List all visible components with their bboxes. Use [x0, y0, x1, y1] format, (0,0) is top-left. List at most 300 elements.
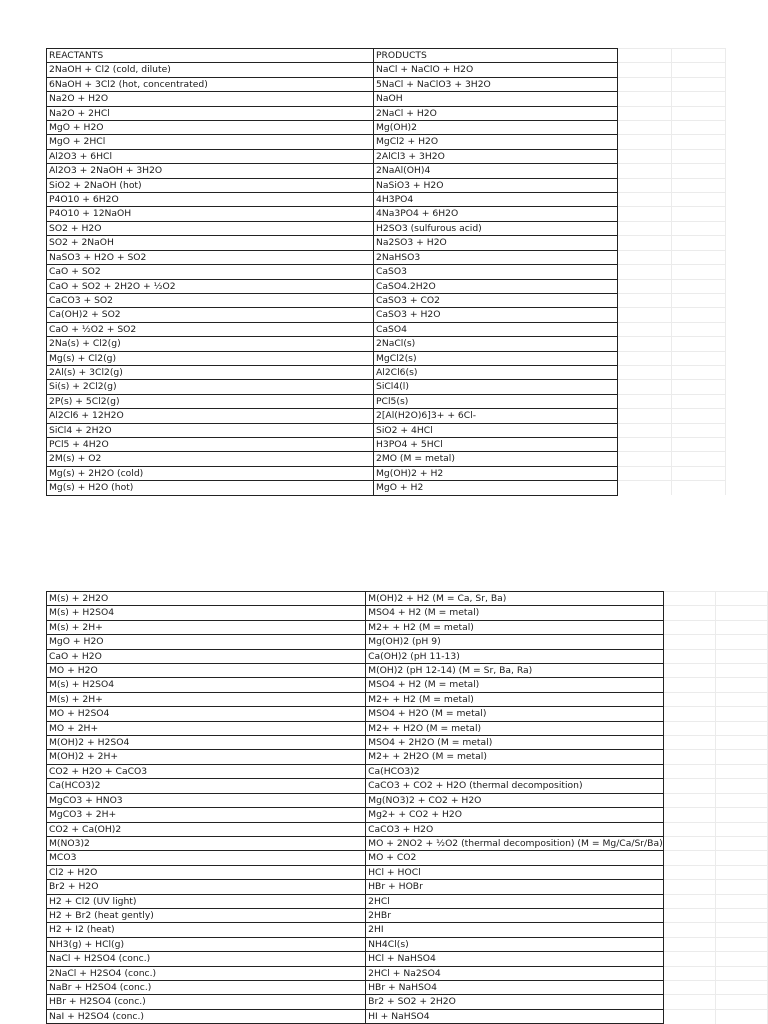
table-row [47, 937, 768, 951]
table-row [47, 606, 768, 620]
table-row [47, 193, 726, 207]
table-row [47, 149, 726, 163]
empty-cell[interactable] [663, 678, 715, 692]
empty-cell[interactable] [715, 649, 767, 663]
empty-cell[interactable] [663, 779, 715, 793]
products-cell[interactable]: SiO2 + 4HCl [374, 423, 618, 437]
empty-cell[interactable] [715, 620, 767, 634]
empty-cell[interactable] [663, 851, 715, 865]
empty-cell[interactable] [618, 178, 672, 192]
empty-cell[interactable] [618, 279, 672, 293]
empty-cell[interactable] [663, 995, 715, 1009]
reactants-cell[interactable]: H2 + I2 (heat) [47, 923, 366, 937]
reactants-cell[interactable]: M(s) + 2H2O [47, 592, 366, 606]
empty-cell[interactable] [618, 207, 672, 221]
empty-cell[interactable] [715, 865, 767, 879]
empty-cell[interactable] [663, 808, 715, 822]
table-row [47, 880, 768, 894]
products-cell[interactable]: 2HI [366, 923, 664, 937]
table-row [47, 322, 726, 336]
reactants-cell[interactable]: Al2O3 + 6HCl [47, 149, 374, 163]
empty-cell[interactable] [663, 1009, 715, 1023]
empty-cell[interactable] [672, 193, 726, 207]
empty-cell[interactable] [672, 63, 726, 77]
empty-cell[interactable] [715, 822, 767, 836]
table-row [47, 135, 726, 149]
reactants-cell[interactable]: MO + H2SO4 [47, 707, 366, 721]
products-cell[interactable]: M2+ + H2 (M = metal) [366, 620, 664, 634]
table-row [47, 423, 726, 437]
reactants-cell[interactable]: SiO2 + 2NaOH (hot) [47, 178, 374, 192]
empty-cell[interactable] [715, 894, 767, 908]
table-row [47, 952, 768, 966]
products-cell[interactable]: CaSO4.2H2O [374, 279, 618, 293]
products-cell[interactable]: MgCl2(s) [374, 351, 618, 365]
empty-cell[interactable] [672, 423, 726, 437]
empty-cell[interactable] [715, 1009, 767, 1023]
empty-cell[interactable] [618, 77, 672, 91]
reactants-cell[interactable]: MgO + H2O [47, 635, 366, 649]
reactants-cell[interactable]: SO2 + H2O [47, 221, 374, 235]
reactants-cell[interactable]: REACTANTS [47, 49, 374, 63]
empty-cell[interactable] [715, 980, 767, 994]
empty-cell[interactable] [663, 764, 715, 778]
empty-cell[interactable] [672, 121, 726, 135]
table-row [47, 721, 768, 735]
empty-cell[interactable] [715, 635, 767, 649]
reactants-cell[interactable]: NaBr + H2SO4 (conc.) [47, 980, 366, 994]
empty-cell[interactable] [715, 779, 767, 793]
empty-cell[interactable] [715, 808, 767, 822]
empty-cell[interactable] [618, 293, 672, 307]
empty-cell[interactable] [672, 437, 726, 451]
reactants-cell[interactable]: 2M(s) + O2 [47, 452, 374, 466]
empty-cell[interactable] [715, 750, 767, 764]
empty-cell[interactable] [618, 409, 672, 423]
products-cell[interactable]: HBr + HOBr [366, 880, 664, 894]
empty-cell[interactable] [672, 164, 726, 178]
products-cell[interactable]: CaSO4 [374, 322, 618, 336]
reactants-cell[interactable]: M(s) + H2SO4 [47, 678, 366, 692]
empty-cell[interactable] [663, 750, 715, 764]
table-row [47, 678, 768, 692]
table-row [47, 908, 768, 922]
table-row [47, 1009, 768, 1023]
empty-cell[interactable] [672, 149, 726, 163]
empty-cell[interactable] [672, 380, 726, 394]
empty-cell[interactable] [663, 980, 715, 994]
empty-cell[interactable] [663, 736, 715, 750]
reactants-cell[interactable]: P4O10 + 6H2O [47, 193, 374, 207]
empty-cell[interactable] [663, 664, 715, 678]
empty-cell[interactable] [618, 92, 672, 106]
empty-cell[interactable] [672, 250, 726, 264]
reactants-cell[interactable]: CaO + SO2 + 2H2O + ½O2 [47, 279, 374, 293]
products-cell[interactable]: Mg(OH)2 [374, 121, 618, 135]
empty-cell[interactable] [663, 908, 715, 922]
reactants-cell[interactable]: 6NaOH + 3Cl2 (hot, concentrated) [47, 77, 374, 91]
products-cell[interactable]: 2[Al(H2O)6]3+ + 6Cl- [374, 409, 618, 423]
table-row [47, 736, 768, 750]
products-cell[interactable]: 2NaHSO3 [374, 250, 618, 264]
table-row [47, 308, 726, 322]
empty-cell[interactable] [672, 49, 726, 63]
reactants-cell[interactable]: Al2O3 + 2NaOH + 3H2O [47, 164, 374, 178]
empty-cell[interactable] [618, 337, 672, 351]
empty-cell[interactable] [672, 409, 726, 423]
table-row [47, 635, 768, 649]
reactants-cell[interactable]: MgO + 2HCl [47, 135, 374, 149]
products-cell[interactable]: MSO4 + H2 (M = metal) [366, 678, 664, 692]
empty-cell[interactable] [672, 135, 726, 149]
empty-cell[interactable] [618, 452, 672, 466]
empty-cell[interactable] [663, 894, 715, 908]
empty-cell[interactable] [618, 265, 672, 279]
products-cell[interactable]: 4H3PO4 [374, 193, 618, 207]
reactants-cell[interactable]: Na2O + H2O [47, 92, 374, 106]
reactants-cell[interactable]: CO2 + Ca(OH)2 [47, 822, 366, 836]
reactants-cell[interactable]: CO2 + H2O + CaCO3 [47, 764, 366, 778]
table-row [47, 337, 726, 351]
empty-cell[interactable] [672, 452, 726, 466]
reactants-cell[interactable]: Cl2 + H2O [47, 865, 366, 879]
products-cell[interactable]: NaOH [374, 92, 618, 106]
table-row [47, 779, 768, 793]
header-row [47, 49, 726, 63]
products-cell[interactable]: CaSO3 + H2O [374, 308, 618, 322]
empty-cell[interactable] [672, 92, 726, 106]
reactants-cell[interactable]: 2Al(s) + 3Cl2(g) [47, 365, 374, 379]
reactants-cell[interactable]: M(NO3)2 [47, 836, 366, 850]
table-row [47, 250, 726, 264]
empty-cell[interactable] [672, 322, 726, 336]
table-row [47, 750, 768, 764]
empty-cell[interactable] [618, 236, 672, 250]
table-row [47, 394, 726, 408]
table-row [47, 77, 726, 91]
table-row [47, 279, 726, 293]
products-cell[interactable]: Al2Cl6(s) [374, 365, 618, 379]
products-cell[interactable]: NH4Cl(s) [366, 937, 664, 951]
empty-cell[interactable] [715, 764, 767, 778]
reactants-cell[interactable]: Ca(OH)2 + SO2 [47, 308, 374, 322]
table-row [47, 836, 768, 850]
reactants-cell[interactable]: Na2O + 2HCl [47, 106, 374, 120]
empty-cell[interactable] [672, 221, 726, 235]
products-cell[interactable]: PRODUCTS [374, 49, 618, 63]
products-cell[interactable]: 2NaCl(s) [374, 337, 618, 351]
products-cell[interactable]: MSO4 + 2H2O (M = metal) [366, 736, 664, 750]
products-cell[interactable]: 2NaAl(OH)4 [374, 164, 618, 178]
products-cell[interactable]: Na2SO3 + H2O [374, 236, 618, 250]
empty-cell[interactable] [663, 822, 715, 836]
empty-cell[interactable] [715, 793, 767, 807]
products-cell[interactable]: M(OH)2 + H2 (M = Ca, Sr, Ba) [366, 592, 664, 606]
empty-cell[interactable] [618, 121, 672, 135]
empty-cell[interactable] [672, 365, 726, 379]
reactants-cell[interactable]: Ca(HCO3)2 [47, 779, 366, 793]
products-cell[interactable]: MgCl2 + H2O [374, 135, 618, 149]
reactants-cell[interactable]: MgCO3 + HNO3 [47, 793, 366, 807]
products-cell[interactable]: Mg2+ + CO2 + H2O [366, 808, 664, 822]
empty-cell[interactable] [618, 193, 672, 207]
products-cell[interactable]: MgO + H2 [374, 481, 618, 495]
products-cell[interactable]: PCl5(s) [374, 394, 618, 408]
empty-cell[interactable] [715, 721, 767, 735]
empty-cell[interactable] [715, 908, 767, 922]
empty-cell[interactable] [715, 995, 767, 1009]
empty-cell[interactable] [715, 736, 767, 750]
reactants-cell[interactable]: MgO + H2O [47, 121, 374, 135]
reactants-cell[interactable]: H2 + Cl2 (UV light) [47, 894, 366, 908]
empty-cell[interactable] [715, 851, 767, 865]
reactants-cell[interactable]: CaCO3 + SO2 [47, 293, 374, 307]
products-cell[interactable]: M2+ + H2 (M = metal) [366, 692, 664, 706]
empty-cell[interactable] [672, 337, 726, 351]
reactions-table-1 [46, 48, 726, 496]
table-row [47, 221, 726, 235]
reactants-cell[interactable]: HBr + H2SO4 (conc.) [47, 995, 366, 1009]
products-cell[interactable]: 2HCl + Na2SO4 [366, 966, 664, 980]
reactants-cell[interactable]: 2NaCl + H2SO4 (conc.) [47, 966, 366, 980]
reactants-cell[interactable]: P4O10 + 12NaOH [47, 207, 374, 221]
products-cell[interactable]: H3PO4 + 5HCl [374, 437, 618, 451]
reactants-cell[interactable]: M(s) + 2H+ [47, 620, 366, 634]
table-row [47, 121, 726, 135]
empty-cell[interactable] [663, 880, 715, 894]
empty-cell[interactable] [672, 207, 726, 221]
empty-cell[interactable] [618, 351, 672, 365]
products-cell[interactable]: 2HBr [366, 908, 664, 922]
reactants-cell[interactable]: 2Na(s) + Cl2(g) [47, 337, 374, 351]
products-cell[interactable]: CaCO3 + H2O [366, 822, 664, 836]
products-cell[interactable]: Mg(NO3)2 + CO2 + H2O [366, 793, 664, 807]
empty-cell[interactable] [672, 293, 726, 307]
empty-cell[interactable] [715, 678, 767, 692]
empty-cell[interactable] [618, 106, 672, 120]
reactants-cell[interactable]: MgCO3 + 2H+ [47, 808, 366, 822]
products-cell[interactable]: NaCl + NaClO + H2O [374, 63, 618, 77]
empty-cell[interactable] [672, 466, 726, 480]
reactants-cell[interactable]: Mg(s) + Cl2(g) [47, 351, 374, 365]
table-row [47, 894, 768, 908]
reactants-cell[interactable]: M(OH)2 + H2SO4 [47, 736, 366, 750]
empty-cell[interactable] [663, 952, 715, 966]
products-cell[interactable]: Ca(HCO3)2 [366, 764, 664, 778]
empty-cell[interactable] [618, 380, 672, 394]
table-row [47, 664, 768, 678]
empty-cell[interactable] [618, 481, 672, 495]
products-cell[interactable]: 2AlCl3 + 3H2O [374, 149, 618, 163]
products-cell[interactable]: 2HCl [366, 894, 664, 908]
products-cell[interactable]: MSO4 + H2O (M = metal) [366, 707, 664, 721]
table-row [47, 481, 726, 495]
table-row [47, 692, 768, 706]
reactants-cell[interactable]: NaCl + H2SO4 (conc.) [47, 952, 366, 966]
reactants-cell[interactable]: Br2 + H2O [47, 880, 366, 894]
empty-cell[interactable] [715, 966, 767, 980]
reactants-cell[interactable]: CaO + SO2 [47, 265, 374, 279]
table-row [47, 764, 768, 778]
empty-cell[interactable] [715, 592, 767, 606]
table-row [47, 995, 768, 1009]
empty-cell[interactable] [672, 351, 726, 365]
empty-cell[interactable] [618, 437, 672, 451]
reactants-cell[interactable]: MCO3 [47, 851, 366, 865]
empty-cell[interactable] [672, 106, 726, 120]
table-row [47, 649, 768, 663]
empty-cell[interactable] [618, 164, 672, 178]
table-row [47, 265, 726, 279]
empty-cell[interactable] [618, 135, 672, 149]
table-row [47, 236, 726, 250]
reactants-cell[interactable]: M(s) + 2H+ [47, 692, 366, 706]
products-cell[interactable]: NaSiO3 + H2O [374, 178, 618, 192]
products-cell[interactable]: M2+ + 2H2O (M = metal) [366, 750, 664, 764]
products-cell[interactable]: HCl + HOCl [366, 865, 664, 879]
empty-cell[interactable] [663, 721, 715, 735]
empty-cell[interactable] [663, 865, 715, 879]
empty-cell[interactable] [715, 937, 767, 951]
empty-cell[interactable] [715, 707, 767, 721]
reactants-cell[interactable]: SiCl4 + 2H2O [47, 423, 374, 437]
empty-cell[interactable] [672, 481, 726, 495]
reactants-cell[interactable]: NH3(g) + HCl(g) [47, 937, 366, 951]
table-row [47, 380, 726, 394]
empty-cell[interactable] [618, 49, 672, 63]
table-row [47, 178, 726, 192]
table-row [47, 793, 768, 807]
table-row [47, 351, 726, 365]
empty-cell[interactable] [715, 880, 767, 894]
empty-cell[interactable] [663, 707, 715, 721]
empty-cell[interactable] [663, 937, 715, 951]
table-row [47, 808, 768, 822]
reactants-cell[interactable]: MO + 2H+ [47, 721, 366, 735]
reactants-cell[interactable]: 2NaOH + Cl2 (cold, dilute) [47, 63, 374, 77]
empty-cell[interactable] [715, 923, 767, 937]
empty-cell[interactable] [618, 466, 672, 480]
products-cell[interactable]: 2MO (M = metal) [374, 452, 618, 466]
products-cell[interactable]: CaCO3 + CO2 + H2O (thermal decomposition) [366, 779, 664, 793]
reactants-cell[interactable]: Mg(s) + H2O (hot) [47, 481, 374, 495]
empty-cell[interactable] [715, 692, 767, 706]
products-cell[interactable]: SiCl4(l) [374, 380, 618, 394]
reactants-cell[interactable]: NaI + H2SO4 (conc.) [47, 1009, 366, 1023]
reactants-cell[interactable]: Al2Cl6 + 12H2O [47, 409, 374, 423]
products-cell[interactable]: 5NaCl + NaClO3 + 3H2O [374, 77, 618, 91]
products-cell[interactable]: M(OH)2 (pH 12-14) (M = Sr, Ba, Ra) [366, 664, 664, 678]
products-cell[interactable]: Ca(OH)2 (pH 11-13) [366, 649, 664, 663]
reactants-cell[interactable]: H2 + Br2 (heat gently) [47, 908, 366, 922]
empty-cell[interactable] [618, 394, 672, 408]
empty-cell[interactable] [663, 966, 715, 980]
empty-cell[interactable] [618, 149, 672, 163]
table-row [47, 822, 768, 836]
empty-cell[interactable] [672, 265, 726, 279]
empty-cell[interactable] [672, 394, 726, 408]
table-row [47, 437, 726, 451]
reactants-cell[interactable]: Mg(s) + 2H2O (cold) [47, 466, 374, 480]
empty-cell[interactable] [618, 221, 672, 235]
empty-cell[interactable] [618, 308, 672, 322]
products-cell[interactable]: CaSO3 + CO2 [374, 293, 618, 307]
empty-cell[interactable] [715, 836, 767, 850]
table-row [47, 409, 726, 423]
empty-cell[interactable] [663, 635, 715, 649]
empty-cell[interactable] [663, 620, 715, 634]
table-row [47, 620, 768, 634]
empty-cell[interactable] [672, 308, 726, 322]
products-cell[interactable]: CaSO3 [374, 265, 618, 279]
reactants-cell[interactable]: Si(s) + 2Cl2(g) [47, 380, 374, 394]
empty-cell[interactable] [663, 836, 715, 850]
products-cell[interactable]: H2SO3 (sulfurous acid) [374, 221, 618, 235]
empty-cell[interactable] [672, 236, 726, 250]
empty-cell[interactable] [663, 649, 715, 663]
products-cell[interactable]: MSO4 + H2 (M = metal) [366, 606, 664, 620]
reactants-cell[interactable]: M(s) + H2SO4 [47, 606, 366, 620]
products-cell[interactable]: M2+ + H2O (M = metal) [366, 721, 664, 735]
empty-cell[interactable] [663, 606, 715, 620]
reactants-cell[interactable]: M(OH)2 + 2H+ [47, 750, 366, 764]
empty-cell[interactable] [715, 952, 767, 966]
products-cell[interactable]: MO + CO2 [366, 851, 664, 865]
table-row [47, 923, 768, 937]
reactants-cell[interactable]: SO2 + 2NaOH [47, 236, 374, 250]
products-cell[interactable]: MO + 2NO2 + ½O2 (thermal decomposition) (M = Mg/Ca/Sr/Ba) [366, 836, 664, 850]
table-row [47, 92, 726, 106]
empty-cell[interactable] [672, 178, 726, 192]
empty-cell[interactable] [618, 423, 672, 437]
reactants-cell[interactable]: PCl5 + 4H2O [47, 437, 374, 451]
table-row [47, 466, 726, 480]
products-cell[interactable]: 4Na3PO4 + 6H2O [374, 207, 618, 221]
products-cell[interactable]: HI + NaHSO4 [366, 1009, 664, 1023]
empty-cell[interactable] [672, 279, 726, 293]
table-row [47, 865, 768, 879]
products-cell[interactable]: HBr + NaHSO4 [366, 980, 664, 994]
reactants-cell[interactable]: CaO + ½O2 + SO2 [47, 322, 374, 336]
empty-cell[interactable] [663, 923, 715, 937]
empty-cell[interactable] [715, 606, 767, 620]
reactants-cell[interactable]: NaSO3 + H2O + SO2 [47, 250, 374, 264]
table-row [47, 851, 768, 865]
empty-cell[interactable] [715, 664, 767, 678]
products-cell[interactable]: 2NaCl + H2O [374, 106, 618, 120]
reactants-cell[interactable]: 2P(s) + 5Cl2(g) [47, 394, 374, 408]
empty-cell[interactable] [618, 250, 672, 264]
reactants-cell[interactable]: CaO + H2O [47, 649, 366, 663]
products-cell[interactable]: Br2 + SO2 + 2H2O [366, 995, 664, 1009]
products-cell[interactable]: Mg(OH)2 (pH 9) [366, 635, 664, 649]
table-row [47, 63, 726, 77]
table-row [47, 365, 726, 379]
table-row [47, 293, 726, 307]
products-cell[interactable]: HCl + NaHSO4 [366, 952, 664, 966]
empty-cell[interactable] [663, 692, 715, 706]
empty-cell[interactable] [663, 793, 715, 807]
table-row [47, 966, 768, 980]
empty-cell[interactable] [618, 365, 672, 379]
empty-cell[interactable] [618, 63, 672, 77]
products-cell[interactable]: Mg(OH)2 + H2 [374, 466, 618, 480]
table-row [47, 106, 726, 120]
empty-cell[interactable] [663, 592, 715, 606]
reactants-cell[interactable]: MO + H2O [47, 664, 366, 678]
empty-cell[interactable] [618, 322, 672, 336]
empty-cell[interactable] [672, 77, 726, 91]
